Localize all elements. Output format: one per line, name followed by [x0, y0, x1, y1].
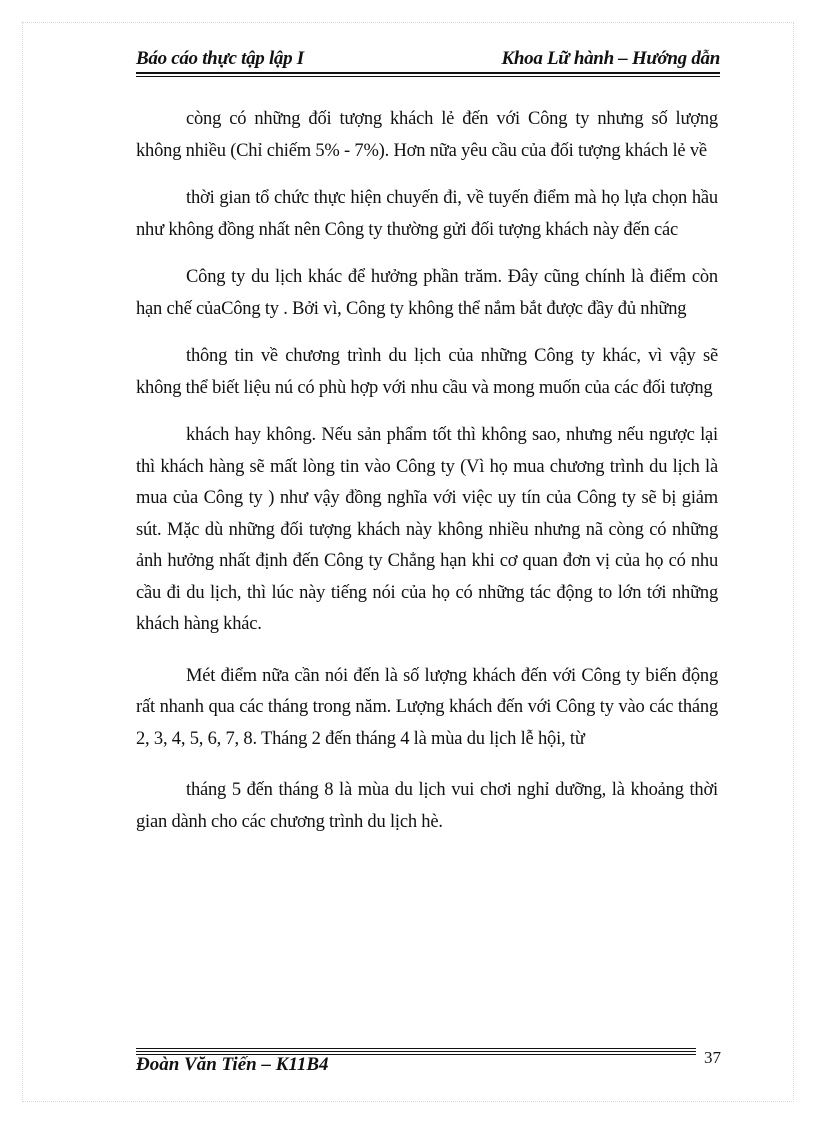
paragraph — [136, 420, 718, 641]
paragraph-text: thông tin về chương trình du lịch của những Công ty khác, vì vậy sẽ không thể biết liệu nú có phù hợp với nhu cầu và mong muốn của các đối tượng — [136, 346, 718, 398]
paragraph-text: Công ty du lịch khác để hưởng phần trăm. Đây cũng chính là điểm còn hạn chế củaCông ty . Bởi vì, Công ty không thể nắm bắt được đầy đủ những — [136, 267, 718, 319]
footer-rule — [136, 1048, 696, 1049]
paragraph-text: khách hay không. Nếu sản phẩm tốt thì không sao, nhưng nếu ngược lại thì khách hàng sẽ mất lòng tin vào Công ty (Vì họ mua chương trình du lịch là mua của Công ty ) như vậy đồng nghĩa với việc uy tín của Công ty sẽ bị giảm sút. Mặc dù những đối tượng khách này không nhiều nhưng nã còng có những ảnh hưởng nhất định đến Công ty Chẳng hạn khi cơ quan đơn vị của họ có nhu cầu đi du lịch, thì lúc này tiếng nói của họ có những tác động to lớn tới những khách hàng khác. — [136, 425, 718, 634]
footer-author: Đoàn Văn Tiến – K11B4 — [136, 1054, 329, 1075]
paragraph — [136, 183, 718, 246]
paragraph-text: Mét điểm nữa cần nói đến là số lượng khách đến với Công ty biến động rất nhanh qua các tháng trong năm. Lượng khách đến với Công ty vào các tháng 2, 3, 4, 5, 6, 7, 8. Tháng 2 đến tháng 4 là mùa du lịch lễ hội, từ — [136, 665, 718, 749]
paragraph — [136, 104, 718, 167]
body-text — [136, 104, 718, 838]
page-number: 37 — [704, 1048, 721, 1067]
header-right: Khoa Lữ hành – Hướng dẫn — [501, 48, 720, 69]
header-rule-thin — [136, 76, 720, 77]
paragraph — [136, 262, 718, 325]
header-rule-thick — [136, 72, 720, 74]
page-header — [136, 48, 720, 70]
paragraph-text: tháng 5 đến tháng 8 là mùa du lịch vui chơi nghỉ dưỡng, là khoảng thời gian dành cho các chương trình du lịch hè. — [136, 780, 718, 832]
paragraph — [136, 661, 718, 756]
paragraph-text: còng có những đối tượng khách lẻ đến với Công ty nhưng số lượng không nhiều (Chỉ chiếm 5% - 7%). Hơn nữa yêu cầu của đối tượng khách lẻ về — [136, 109, 718, 161]
paragraph — [136, 775, 718, 838]
paragraph — [136, 341, 718, 404]
header-left: Báo cáo thực tập lập I — [136, 48, 304, 69]
paragraph-text: thời gian tổ chức thực hiện chuyến đi, về tuyến điểm mà họ lựa chọn hầu như không đồng nhất nên Công ty thường gửi đối tượng khách này đến các — [136, 188, 718, 240]
footer-rule — [136, 1051, 696, 1052]
